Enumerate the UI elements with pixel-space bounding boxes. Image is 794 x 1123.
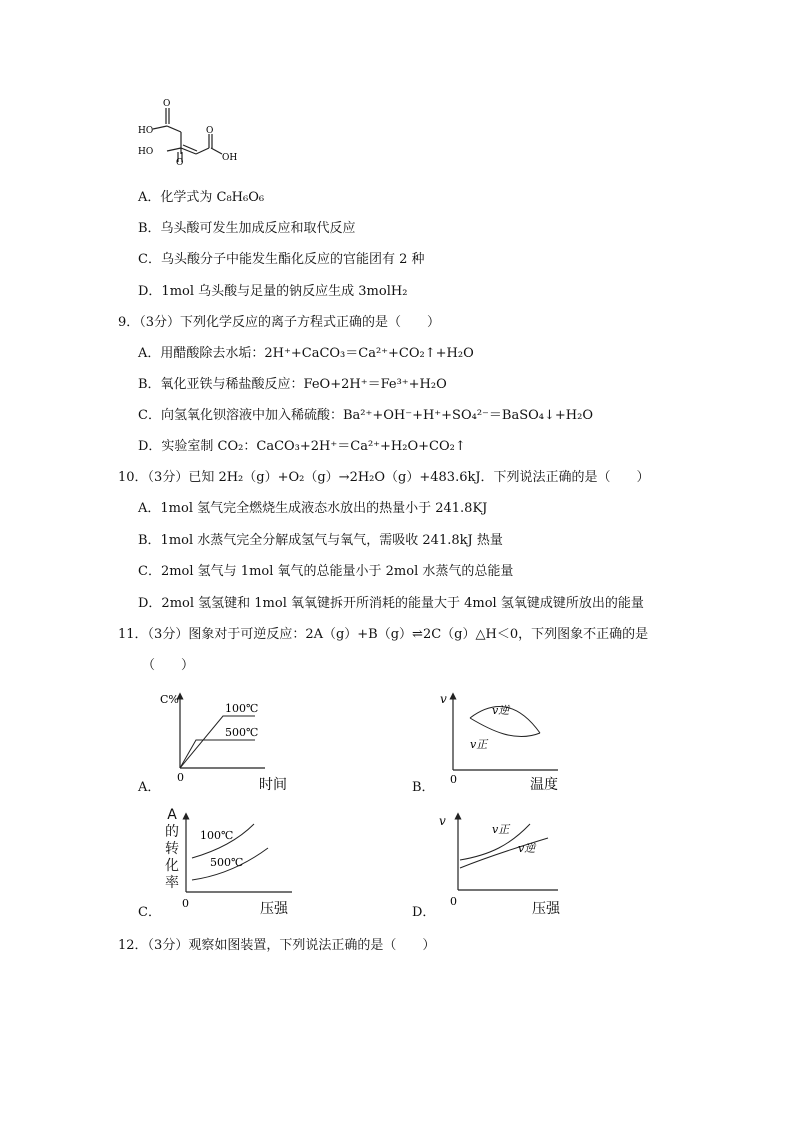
graph-b: [430, 688, 580, 798]
graph-a-xlabel: 时间: [259, 777, 287, 793]
q8-option-a: A．化学式为 C₈H₆O₆: [138, 190, 265, 205]
graph-d-option-label: D．: [412, 905, 436, 920]
q8-option-d: D．1mol 乌头酸与足量的钠反应生成 3molH₂: [138, 284, 408, 299]
q9-option-a: A．用醋酸除去水垢：2H⁺+CaCO₃＝Ca²⁺+CO₂↑+H₂O: [138, 346, 474, 361]
q10-option-b: B．1mol 水蒸气完全分解成氢气与氧气，需吸收 241.8kJ 热量: [138, 533, 503, 548]
graph-a-origin: 0: [177, 771, 184, 784]
q11-paren: （ ）: [142, 658, 195, 673]
graph-b-option-label: B．: [412, 780, 435, 795]
graph-a: [155, 688, 315, 798]
graph-d: [430, 810, 580, 920]
structure-o-left: O: [176, 158, 184, 166]
aconitic-acid-structure: [134, 96, 244, 166]
graph-c-option-label: C．: [138, 905, 161, 920]
q10-option-c: C．2mol 氢气与 1mol 氧气的总能量小于 2mol 水蒸气的总能量: [138, 564, 514, 579]
structure-ho-left: HO: [138, 147, 154, 157]
graph-a-curve2-label: 500℃: [225, 726, 259, 739]
q10-stem: 10．（3分）已知 2H₂（g）+O₂（g）→2H₂O（g）+483.6kJ．下列说法正确的是（ ）: [118, 470, 650, 485]
graph-d-ylabel: v: [439, 814, 446, 828]
q10-option-d: D．2mol 氢氢键和 1mol 氧氧键拆开所消耗的能量大于 4mol 氢氧键成键所放出的能量: [138, 596, 644, 611]
q8-option-c: C．乌头酸分子中能发生酯化反应的官能团有 2 种: [138, 252, 425, 267]
q9-option-d: D．实验室制 CO₂：CaCO₃+2H⁺＝Ca²⁺+H₂O+CO₂↑: [138, 439, 466, 454]
graph-c-origin: 0: [182, 897, 189, 910]
q12-stem: 12．（3分）观察如图装置，下列说法正确的是（ ）: [118, 938, 436, 953]
structure-o-top: O: [163, 99, 171, 109]
q8-option-b: B．乌头酸可发生加成反应和取代反应: [138, 221, 356, 236]
graph-b-curve1-label: v逆: [492, 704, 510, 717]
graph-a-ylabel: C%: [160, 693, 179, 706]
graph-b-origin: 0: [450, 773, 457, 786]
graph-c-ylabel-char: 的: [165, 824, 179, 840]
graph-c-curve1-label: 100℃: [200, 829, 234, 842]
graph-c-ylabel-char: 转: [165, 841, 179, 857]
graph-c-ylabel-char: 化: [165, 858, 179, 874]
structure-ho-top: HO: [138, 126, 154, 136]
q10-option-a: A．1mol 氢气完全燃烧生成液态水放出的热量小于 241.8KJ: [138, 501, 488, 516]
graph-d-xlabel: 压强: [532, 901, 560, 917]
q11-stem: 11．（3分）图象对于可逆反应：2A（g）+B（g）⇌2C（g）△H＜0，下列图象不正确的是: [118, 627, 649, 642]
graph-a-curve1-label: 100℃: [225, 702, 259, 715]
q9-stem: 9．（3分）下列化学反应的离子方程式正确的是（ ）: [118, 315, 441, 330]
graph-d-curve1-label: v正: [492, 823, 510, 836]
graph-d-origin: 0: [450, 895, 457, 908]
graph-c-curve2-label: 500℃: [210, 856, 244, 869]
graph-a-option-label: A．: [138, 780, 161, 795]
q9-option-c: C．向氢氧化钡溶液中加入稀硫酸：Ba²⁺+OH⁻+H⁺+SO₄²⁻＝BaSO₄↓+H₂O: [138, 408, 593, 423]
graph-c-ylabel-char: A: [167, 807, 177, 823]
graph-c: [170, 810, 310, 920]
structure-oh-right: OH: [222, 153, 238, 163]
graph-b-curve2-label: v正: [470, 738, 488, 751]
graph-a-curve-100: [180, 716, 255, 768]
graph-b-ylabel: v: [440, 692, 447, 706]
q9-option-b: B．氧化亚铁与稀盐酸反应：FeO+2H⁺＝Fe³⁺+H₂O: [138, 377, 447, 392]
graph-d-curve2-label: v逆: [518, 842, 536, 855]
graph-c-ylabel-char: 率: [165, 875, 179, 891]
graph-c-xlabel: 压强: [260, 901, 288, 917]
structure-o-right: O: [206, 126, 214, 136]
graph-b-xlabel: 温度: [530, 777, 558, 793]
